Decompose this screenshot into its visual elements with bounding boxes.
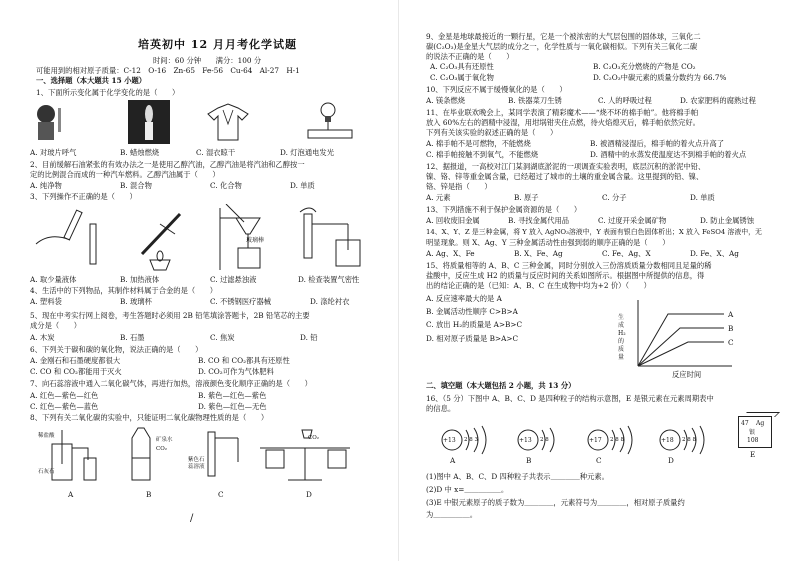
atomic-masses: 可能用到的相对原子质量：C-12 O-16 Zn-65 Fe-56 Cu-64 Al-27 H-1 — [36, 66, 300, 75]
q15-series-c-label: C — [728, 338, 734, 347]
element-card-top — [742, 412, 780, 417]
q8-label-acid: 稀盐酸 — [38, 433, 55, 439]
q1-option-c[interactable]: C. 湿衣晾干 — [196, 148, 236, 157]
q16-sub1[interactable]: (1)图中 A、B、C、D 四种粒子共表示＿＿＿＿种元素。 — [426, 472, 609, 481]
particle-c-nucleus: +17 — [589, 437, 602, 444]
q6-option-c[interactable]: C. CO 和 CO₂都能用于灭火 — [30, 367, 122, 376]
q11-option-b[interactable]: B. 被酒精浸湿后，棉手帕的着火点升高了 — [590, 139, 725, 148]
q1-shirt-picture — [208, 104, 248, 140]
q4-stem: 4、生活中的下列物品，其制作材料属于合金的是（ ） — [30, 286, 218, 295]
q8-label-litmus1: 紫色石 — [188, 457, 205, 463]
q6-option-d[interactable]: D. CO₂可作为气体肥料 — [198, 367, 274, 376]
q2-stem: 2、目前缓解石油紧张的有效办法之一是使用乙醇汽油，乙醇汽油是将汽油和乙醇按一 — [30, 160, 305, 169]
q2-option-c[interactable]: C. 化合物 — [210, 181, 242, 190]
q3-option-c[interactable]: C. 过滤悬浊液 — [210, 275, 257, 284]
q16-stem-line2: 的信息。 — [426, 404, 456, 413]
q8-apparatus-d — [260, 430, 350, 480]
silver-element-card — [738, 412, 778, 459]
section-title-fill: 二、填空题（本大题包括 2 小题，共 13 分） — [426, 381, 576, 390]
q12-option-a[interactable]: A. 元素 — [426, 193, 451, 202]
q7-option-c[interactable]: C. 红色—紫色—蓝色 — [30, 402, 99, 411]
q2-option-a[interactable]: A. 纯净物 — [30, 181, 62, 190]
q5-option-d[interactable]: D. 铅 — [300, 333, 318, 342]
q9-stem-line2: 碳(C₂O₃)是金星大气层的成分之一，化学性质与一氧化碳相似。下列有关三氧化二碳 — [426, 42, 698, 51]
q15-option-a[interactable]: A. 反应速率最大的是 A — [426, 294, 502, 303]
q3-option-d[interactable]: D. 检查装置气密性 — [298, 275, 360, 284]
element-name: 银 — [749, 429, 756, 436]
q1-bulb-picture — [308, 103, 352, 138]
q15-series-b-label: B — [728, 324, 734, 333]
q1-pictures — [28, 100, 398, 146]
q8-stem: 8、下列有关二氧化碳的实验中，只能证明二氧化碳物理性质的是（ ） — [30, 413, 269, 422]
element-symbol: Ag — [756, 420, 765, 427]
q1-option-d[interactable]: D. 灯泡通电发光 — [280, 148, 335, 157]
particle-a-nucleus: +13 — [443, 437, 456, 444]
q15-stem-line2: 盐酸中，反应生成 H2 的质量与反应时间的关系如图所示。根据图中所提供的信息，得 — [426, 271, 705, 280]
q1-option-b[interactable]: B. 蜡烛燃烧 — [120, 148, 160, 157]
q10-option-d[interactable]: D. 农家肥料的腐熟过程 — [680, 96, 756, 105]
q12-stem-line3: 铬、锌是指（ ） — [426, 182, 492, 191]
q13-stem: 13、下列措施不利于保护金属资源的是（ ） — [426, 205, 582, 214]
q8-label-water: 矿泉水 — [156, 437, 173, 443]
q3-airtight-picture — [300, 208, 360, 266]
q1-candle-picture — [128, 100, 170, 144]
q3-heating-picture — [142, 214, 180, 270]
q10-option-b[interactable]: B. 铁器菜刀生锈 — [508, 96, 562, 105]
q7-option-d[interactable]: D. 紫色—红色—无色 — [198, 402, 267, 411]
particle-c-shells: 2 8 8 — [610, 437, 624, 443]
q11-stem: 11、在毕业联欢晚会上，某同学表演了精彩魔术——“烧不坏的棉手帕”。他将棉手帕 — [426, 108, 699, 117]
q8-apparatus-c — [208, 432, 238, 476]
q3-option-a[interactable]: A. 取少量液体 — [30, 275, 77, 284]
q8-apparatus-b — [132, 428, 150, 480]
q2-option-d[interactable]: D. 单质 — [290, 181, 315, 190]
element-atomic-number: 47 — [741, 420, 749, 427]
q12-stem-line2: 镍、铬、锌等重金属含量，已经超过了城市的土壤的重金属含量。这里提到的铅、镍、 — [426, 172, 704, 181]
q3-dropper-picture — [36, 210, 96, 264]
q1-stem: 1、下面所示变化属于化学变化的是（ ） — [36, 88, 180, 97]
q10-option-c[interactable]: C. 人的呼吸过程 — [598, 96, 652, 105]
q13-option-b[interactable]: B. 寻找金属代用品 — [508, 216, 570, 225]
q8-label-co2-d: CO₂ — [308, 435, 319, 441]
q3-stem: 3、下列操作不正确的是（ ） — [30, 192, 137, 201]
q13-option-a[interactable]: A. 回收废旧金属 — [426, 216, 480, 225]
page-title: 培英初中 12 月月考化学试题 — [138, 38, 297, 51]
q8-label-limestone: 石灰石 — [38, 469, 55, 475]
q8-option-c[interactable]: C — [218, 490, 224, 499]
q1-option-a[interactable]: A. 对玻片呼气 — [30, 148, 77, 157]
section-title-choice: 一、选择题（本大题共 15 小题） — [36, 76, 147, 85]
q13-option-c[interactable]: C. 过度开采金属矿物 — [598, 216, 667, 225]
q12-option-b[interactable]: B. 原子 — [514, 193, 539, 202]
q15-series-a-label: A — [728, 310, 734, 319]
q16-particles — [438, 422, 738, 466]
particle-b-label: B — [526, 456, 532, 465]
exam-meta: 时间：60 分钟 满分：100 分 — [153, 56, 262, 65]
q6-stem: 6、下列关于碳和碳的氧化物，说法正确的是（ ） — [30, 345, 203, 354]
q15-graph-svg — [632, 296, 752, 376]
q15-option-b[interactable]: B. 金属活动性顺序 C>B>A — [426, 307, 518, 316]
particle-c-label: C — [596, 456, 602, 465]
q16-sub3[interactable]: (3)E 中银元素原子的质子数为＿＿＿＿，元素符号为＿＿＿＿，相对原子质量约 — [426, 498, 685, 507]
q7-stem: 7、向石蕊溶液中通入二氧化碳气体，再进行加热，溶液颜色变化顺序正确的是（ ） — [30, 379, 312, 388]
q9-option-d[interactable]: D. C₂O₃中碳元素的质量分数约为 66.7% — [593, 73, 727, 82]
q9-option-b[interactable]: B. C₂O₃充分燃烧的产物是 CO₂ — [593, 62, 696, 71]
particle-b-shells: 2 8 — [540, 437, 549, 443]
q14-option-c[interactable]: C. Fe、Ag、X — [602, 249, 651, 258]
q9-option-a[interactable]: A. C₂O₃具有还原性 — [430, 62, 494, 71]
q8-option-b[interactable]: B — [146, 490, 152, 499]
q15-option-c[interactable]: C. 放出 H₂的质量是 A>B>C — [426, 320, 523, 329]
q16-sub2[interactable]: (2)D 中 x=＿＿＿＿＿。 — [426, 485, 509, 494]
q10-option-a[interactable]: A. 镁条燃烧 — [426, 96, 466, 105]
q9-option-c[interactable]: C. C₂O₃属于氧化物 — [430, 73, 494, 82]
particle-b-nucleus: +13 — [519, 437, 532, 444]
element-card-label: E — [750, 450, 756, 459]
q5-option-c[interactable]: C. 焦炭 — [210, 333, 235, 342]
q10-stem: 10、下列反应不属于缓慢氧化的是（ ） — [426, 85, 567, 94]
element-mass: 108 — [747, 437, 759, 444]
particle-a-shells: 2 8 3 — [464, 437, 478, 443]
q11-option-d[interactable]: D. 酒精中的水蒸发使温度达不到棉手帕的着火点 — [590, 150, 747, 159]
q13-option-d[interactable]: D. 防止金属锈蚀 — [700, 216, 755, 225]
q15-stem-line3: 出的结论正确的是（已知：A、B、C 在生成物中均为+2 价）（ ） — [426, 281, 651, 290]
q7-option-a[interactable]: A. 红色—紫色—红色 — [30, 391, 99, 400]
q12-option-c[interactable]: C. 分子 — [602, 193, 627, 202]
q14-option-d[interactable]: D. Fe、X、Ag — [690, 249, 739, 258]
q12-stem: 12、据报道，一高校对江门某洞湖底淤泥的一项调查实验表明，底层沉积的淤泥中铅、 — [426, 162, 706, 171]
page-mark: / — [190, 513, 194, 524]
q5-option-a[interactable]: A. 木炭 — [30, 333, 55, 342]
q9-stem: 9、金星是地球最接近的一颗行星，它是一个被浓密的大气层包围的固体球，三氧化二 — [426, 32, 701, 41]
q15-option-d[interactable]: D. 相对原子质量是 B>A>C — [426, 334, 519, 343]
q2-stem-line2: 定的比例混合而成的一种汽车燃料。乙醇汽油属于（ ） — [30, 170, 220, 179]
q8-apparatus-a — [52, 430, 96, 480]
q11-option-a[interactable]: A. 棉手帕不是可燃物，不能燃烧 — [426, 139, 531, 148]
right-column — [418, 0, 790, 561]
q5-stem-line2: 成分是（ ） — [30, 321, 82, 330]
particle-d-shells: 2 8 8 — [682, 437, 696, 443]
q5-option-b[interactable]: B. 石墨 — [120, 333, 145, 342]
q8-pictures — [38, 424, 368, 484]
left-column — [8, 0, 393, 561]
q1-breath-picture — [37, 105, 61, 140]
q12-option-d[interactable]: D. 单质 — [690, 193, 715, 202]
q16-sub3-cont[interactable]: 为＿＿＿＿＿。 — [426, 510, 478, 519]
q14-option-b[interactable]: B. X、Fe、Ag — [514, 249, 563, 258]
q3-option-b[interactable]: B. 加热液体 — [120, 275, 160, 284]
q16-stem: 16、（5 分）下图中 A、B、C、D 是四种粒子的结构示意图，E 是银元素在元素周期表中 — [426, 394, 714, 403]
q15-stem: 15、将质量相等的 A、B、C 三种金属，同时分别放入三份溶质质量分数相同且足量的稀 — [426, 261, 712, 270]
q15-graph-xlabel: 反应时间 — [672, 370, 702, 379]
q4-option-c[interactable]: C. 不锈钢医疗器械 — [210, 297, 272, 306]
q8-option-d[interactable]: D — [306, 490, 312, 499]
q8-label-co2-b: CO₂ — [156, 446, 167, 452]
q4-option-b[interactable]: B. 玻璃杯 — [120, 297, 152, 306]
q15-curve-a — [638, 314, 724, 366]
q2-option-b[interactable]: B. 混合物 — [120, 181, 152, 190]
particle-d-nucleus: +18 — [661, 437, 674, 444]
q11-stem-line3: 下列有关该实验的叙述正确的是（ ） — [426, 128, 558, 137]
q3-pictures — [30, 204, 390, 272]
q14-stem-line2: 明显现象。则 X、Ag、Y 三种金属活动性由强到弱的顺序正确的是（ ） — [426, 238, 670, 247]
q3-glass-rod-label: 玻璃棒 — [246, 237, 265, 244]
q8-option-a[interactable]: A — [68, 490, 74, 499]
q15-graph-ylabel: 生 成 H₂ 的 质 量 — [618, 314, 626, 361]
q7-option-b[interactable]: B. 紫色—红色—紫色 — [198, 391, 267, 400]
q6-option-a[interactable]: A. 金刚石和石墨硬度都很大 — [30, 356, 121, 365]
page-fold-line — [398, 0, 399, 561]
q5-stem: 5、现在中考实行网上阅卷，考生答题时必须用 2B 铅笔填涂答题卡，2B 铅笔芯的主要 — [30, 311, 310, 320]
q4-option-d[interactable]: D. 涤纶衬衣 — [310, 297, 350, 306]
q14-option-a[interactable]: A. Ag、X、Fe — [426, 249, 475, 258]
q14-stem: 14、X、Y、Z 是三种金属，将 Y 放入 AgNO₃溶液中，Y 表面有银白色固体析出；X 放入 FeSO4 溶液中，无 — [426, 228, 762, 236]
q6-option-b[interactable]: B. CO 和 CO₂都具有还原性 — [198, 356, 290, 365]
q8-label-litmus2: 蕊溶液 — [188, 464, 205, 470]
q9-stem-line3: 的说法不正确的是（ ） — [426, 52, 514, 61]
particle-d-label: D — [668, 456, 674, 465]
particle-a-label: A — [450, 456, 456, 465]
q11-option-c[interactable]: C. 棉手帕接触不到氧气，不能燃烧 — [426, 150, 539, 159]
q11-stem-line2: 放入 60%左右的酒精中浸湿，用坩埚钳夹住点燃，待火焰熄灭后，棉手帕依然完好。 — [426, 118, 700, 127]
q4-option-a[interactable]: A. 塑料袋 — [30, 297, 62, 306]
